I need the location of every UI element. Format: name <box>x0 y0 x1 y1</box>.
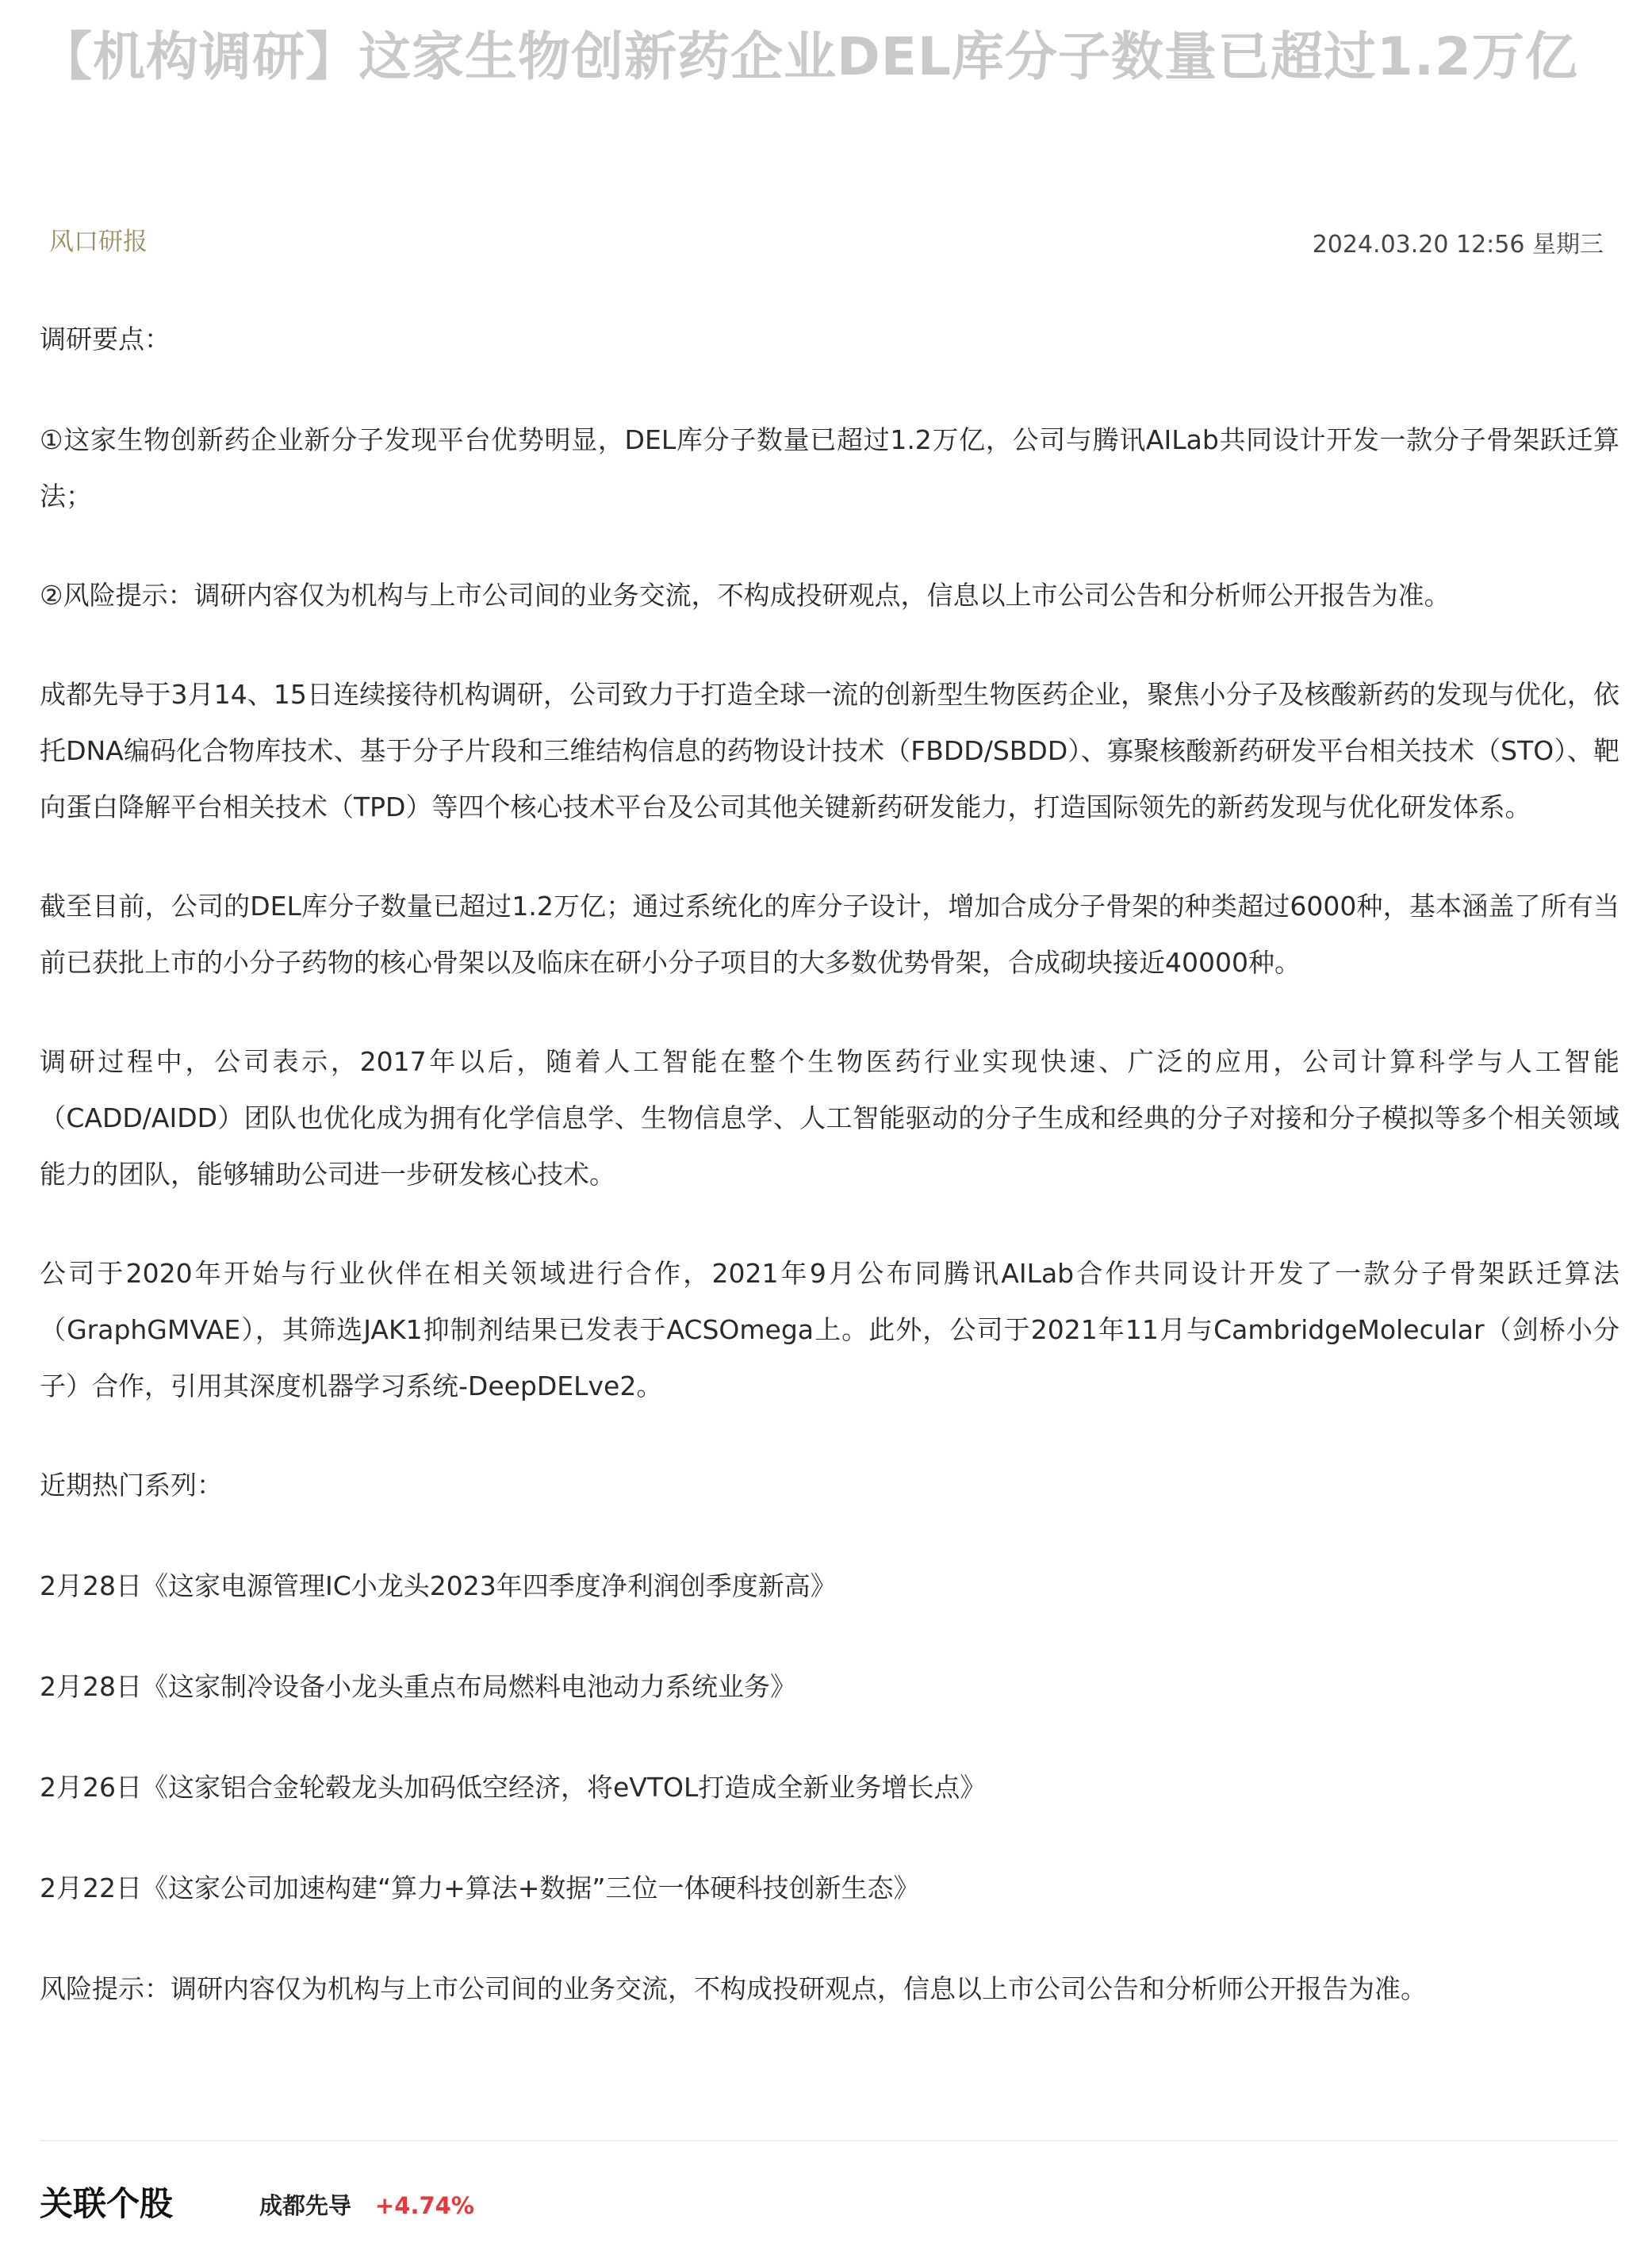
stock-name-link[interactable]: 成都先导 <box>259 2192 352 2219</box>
article-title: 【机构调研】这家生物创新药企业DEL库分子数量已超过1.2万亿 <box>40 26 1578 87</box>
divider <box>40 2140 1618 2141</box>
paragraph-recent-series: 近期热门系列： <box>40 1470 223 1501</box>
paragraph-partnerships: 公司于2020年开始与行业伙伴在相关领域进行合作，2021年9月公布同腾讯AILab合作共同设计开发了一款分子骨架跃迁算法（GraphGMVAE），其筛选JAK1抑制剂结果已发表于ACSOmega上。此外，公司于2021年11月与CambridgeMolecular（剑桥小分子）合作，引用其深度机器学习系统-DeepDELve2。 <box>40 1258 1619 1401</box>
paragraph-research-points: 调研要点： <box>40 324 171 355</box>
paragraph-point-1: ①这家生物创新药企业新分子发现平台优势明显，DEL库分子数量已超过1.2万亿，公司与腾讯AILab共同设计开发一款分子骨架跃迁算法； <box>40 424 1619 512</box>
stock-change-badge[interactable]: +4.74% <box>375 2192 474 2219</box>
recent-article-link[interactable]: 2月22日《这家公司加速构建“算力+算法+数据”三位一体硬科技创新生态》 <box>40 1873 920 1903</box>
recent-article-link[interactable]: 2月28日《这家制冷设备小龙头重点布局燃料电池动力系统业务》 <box>40 1671 796 1702</box>
paragraph-point-2: ②风险提示：调研内容仅为机构与上市公司间的业务交流，不构成投研观点，信息以上市公司公告和分析师公开报告为准。 <box>40 580 1451 611</box>
related-stocks-heading: 关联个股 <box>40 2184 174 2223</box>
paragraph-del-library: 截至目前，公司的DEL库分子数量已超过1.2万亿；通过系统化的库分子设计，增加合成分子骨架的种类超过6000种，基本涵盖了所有当前已获批上市的小分子药物的核心骨架以及临床在研小分子项目的大多数优势骨架，合成砌块接近40000种。 <box>40 891 1619 978</box>
recent-article-link[interactable]: 2月26日《这家铝合金轮毂龙头加码低空经济，将eVTOL打造成全新业务增长点》 <box>40 1772 987 1803</box>
paragraph-company-intro: 成都先导于3月14、15日连续接待机构调研，公司致力于打造全球一流的创新型生物医药企业，聚焦小分子及核酸新药的发现与优化，依托DNA编码化合物库技术、基于分子片段和三维结构信息的药物设计技术（FBDD/SBDD）、寡聚核酸新药研发平台相关技术（STO）、靶向蛋白降解平台相关技术（TPD）等四个核心技术平台及公司其他关键新药研发能力，打造国际领先的新药发现与优化研发体系。 <box>40 679 1619 822</box>
article-meta <box>49 224 1604 263</box>
publish-datetime: 2024.03.20 12:56 星期三 <box>1312 231 1604 259</box>
article-body <box>40 311 1619 2061</box>
related-stocks <box>40 2179 1618 2235</box>
recent-article-link[interactable]: 2月28日《这家电源管理IC小龙头2023年四季度净利润创季度新高》 <box>40 1570 837 1601</box>
paragraph-risk-disclaimer: 风险提示：调研内容仅为机构与上市公司间的业务交流，不构成投研观点，信息以上市公司公告和分析师公开报告为准。 <box>40 1973 1427 2004</box>
source-link[interactable]: 风口研报 <box>49 228 148 256</box>
paragraph-ai-team: 调研过程中，公司表示，2017年以后，随着人工智能在整个生物医药行业实现快速、广泛的应用，公司计算科学与人工智能（CADD/AIDD）团队也优化成为拥有化学信息学、生物信息学、人工智能驱动的分子生成和经典的分子对接和分子模拟等多个相关领域能力的团队，能够辅助公司进一步研发核心技术。 <box>40 1046 1619 1190</box>
